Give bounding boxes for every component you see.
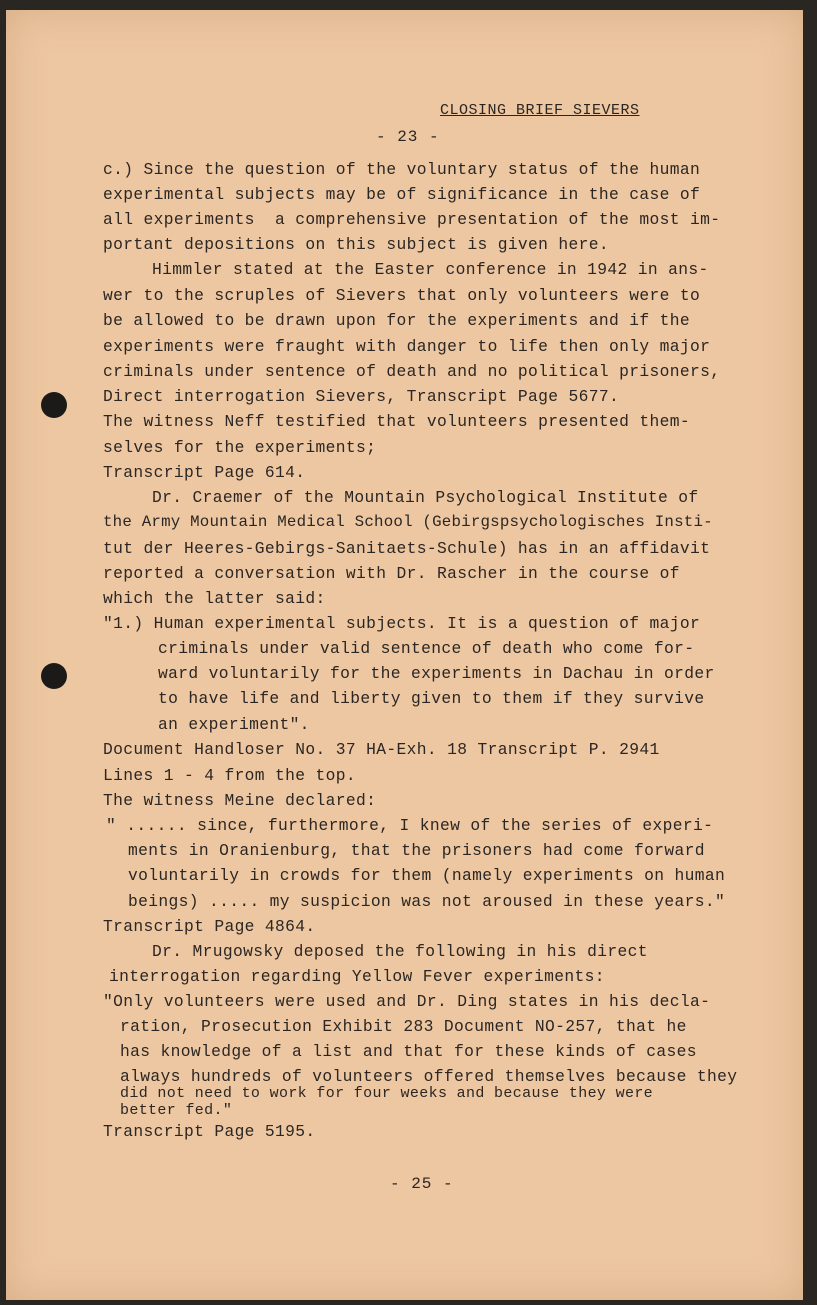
page-number-top: - 23 - bbox=[376, 128, 440, 146]
text-line: "1.) Human experimental subjects. It is a question of major bbox=[103, 614, 701, 633]
text-line: reported a conversation with Dr. Rascher in the course of bbox=[103, 564, 680, 583]
document-header: CLOSING BRIEF SIEVERS bbox=[440, 102, 640, 119]
text-line: all experiments a comprehensive presentation of the most im- bbox=[103, 210, 721, 229]
text-line: "Only volunteers were used and Dr. Ding states in his decla- bbox=[103, 992, 711, 1011]
text-line: ration, Prosecution Exhibit 283 Document NO-257, that he bbox=[120, 1017, 687, 1036]
text-line: tut der Heeres-Gebirgs-Sanitaets-Schule) has in an affidavit bbox=[103, 539, 711, 558]
text-line: Himmler stated at the Easter conference in 1942 in ans- bbox=[152, 260, 709, 279]
document-page bbox=[6, 10, 803, 1300]
text-line: Transcript Page 4864. bbox=[103, 917, 316, 936]
text-line: Dr. Mrugowsky deposed the following in his direct bbox=[152, 942, 648, 961]
punch-hole-top bbox=[41, 392, 67, 418]
text-line: better fed." bbox=[120, 1102, 233, 1119]
text-line: ments in Oranienburg, that the prisoners had come forward bbox=[128, 841, 705, 860]
text-line: Transcript Page 5195. bbox=[103, 1122, 316, 1141]
text-line: an experiment". bbox=[158, 715, 310, 734]
text-line: The witness Meine declared: bbox=[103, 791, 377, 810]
text-line: experimental subjects may be of significance in the case of bbox=[103, 185, 701, 204]
text-line: wer to the scruples of Sievers that only volunteers were to bbox=[103, 286, 701, 305]
text-line: criminals under valid sentence of death who come for- bbox=[158, 639, 695, 658]
text-line: " ...... since, furthermore, I knew of the series of experi- bbox=[106, 816, 714, 835]
text-line: portant depositions on this subject is given here. bbox=[103, 235, 610, 254]
text-line: Dr. Craemer of the Mountain Psychological Institute of bbox=[152, 488, 699, 507]
text-line: did not need to work for four weeks and because they were bbox=[120, 1085, 654, 1102]
text-line: has knowledge of a list and that for these kinds of cases bbox=[120, 1042, 697, 1061]
text-line: be allowed to be drawn upon for the experiments and if the bbox=[103, 311, 690, 330]
text-line: which the latter said: bbox=[103, 589, 326, 608]
text-line: criminals under sentence of death and no political prisoners, bbox=[103, 362, 721, 381]
text-line: beings) ..... my suspicion was not aroused in these years." bbox=[128, 892, 726, 911]
text-line: ward voluntarily for the experiments in Dachau in order bbox=[158, 664, 715, 683]
text-line: Direct interrogation Sievers, Transcript Page 5677. bbox=[103, 387, 620, 406]
punch-hole-bottom bbox=[41, 663, 67, 689]
text-line: always hundreds of volunteers offered themselves because they bbox=[120, 1067, 738, 1086]
text-line: the Army Mountain Medical School (Gebirgspsychologisches Insti- bbox=[103, 513, 713, 531]
text-line: Transcript Page 614. bbox=[103, 463, 306, 482]
text-line: experiments were fraught with danger to life then only major bbox=[103, 337, 711, 356]
text-line: The witness Neff testified that volunteers presented them- bbox=[103, 412, 690, 431]
text-line: Document Handloser No. 37 HA-Exh. 18 Transcript P. 2941 bbox=[103, 740, 660, 759]
page-number-bottom: - 25 - bbox=[390, 1175, 454, 1193]
text-line: interrogation regarding Yellow Fever experiments: bbox=[109, 967, 605, 986]
text-line: Lines 1 - 4 from the top. bbox=[103, 766, 357, 785]
text-line: selves for the experiments; bbox=[103, 438, 377, 457]
text-line: c.) Since the question of the voluntary status of the human bbox=[103, 160, 701, 179]
text-line: to have life and liberty given to them if they survive bbox=[158, 689, 705, 708]
text-line: voluntarily in crowds for them (namely experiments on human bbox=[128, 866, 726, 885]
